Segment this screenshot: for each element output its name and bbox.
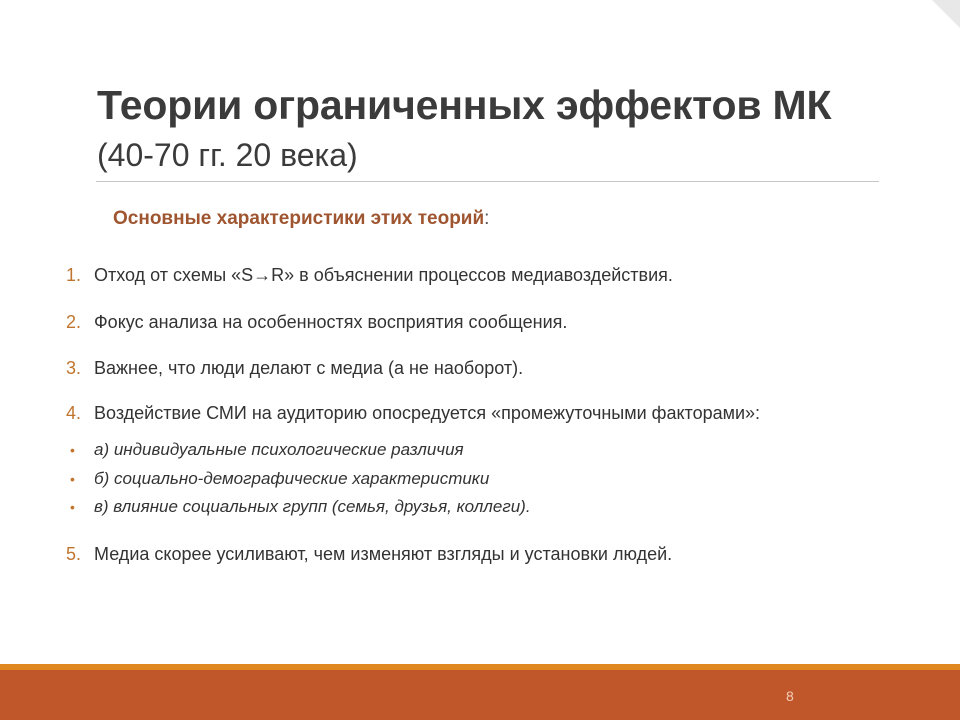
sub-list-item [70,469,489,489]
list-item-number: 4. [66,403,82,423]
list-item [66,403,760,424]
title-divider [96,181,879,182]
bullet-icon: • [70,499,75,515]
list-item-number: 2. [66,312,82,332]
list-item-text: Отход от схемы «S→R» в объяснении процессов медиавоздействия. [94,265,673,285]
list-item-text: Воздействие СМИ на аудиторию опосредуется «промежуточными факторами»: [94,403,761,423]
list-item-text: Медиа скорее усиливают, чем изменяют взгляды и установки людей. [94,544,673,564]
list-item [66,358,523,379]
list-item-text: Важнее, что люди делают с медиа (а не наоборот). [94,358,524,378]
section-heading [113,208,489,230]
sub-list-item-text: б) социально-демографические характеристики [94,469,490,488]
list-item-number: 1. [66,265,82,285]
section-heading-colon: : [484,208,490,229]
list-item-number: 3. [66,358,82,378]
slide-title: Теории ограниченных эффектов МК [97,82,832,128]
bullet-icon: • [70,442,75,458]
list-item [66,265,673,286]
list-item-text: Фокус анализа на особенностях восприятия сообщения. [94,312,568,332]
page-corner-decoration [932,0,960,28]
list-item [66,544,672,565]
sub-list-item [70,497,531,517]
sub-list-item [70,440,464,460]
footer-band [0,670,960,720]
section-heading-text: Основные характеристики этих теорий [113,208,485,229]
sub-list-item-text: в) влияние социальных групп (семья, друзья, коллеги). [94,497,531,516]
page-number: 8 [786,688,794,704]
list-item [66,312,567,333]
sub-list-item-text: а) индивидуальные психологические различия [94,440,464,459]
slide-subtitle: (40-70 гг. 20 века) [97,137,358,173]
bullet-icon: • [70,471,75,487]
list-item-number: 5. [66,544,82,564]
